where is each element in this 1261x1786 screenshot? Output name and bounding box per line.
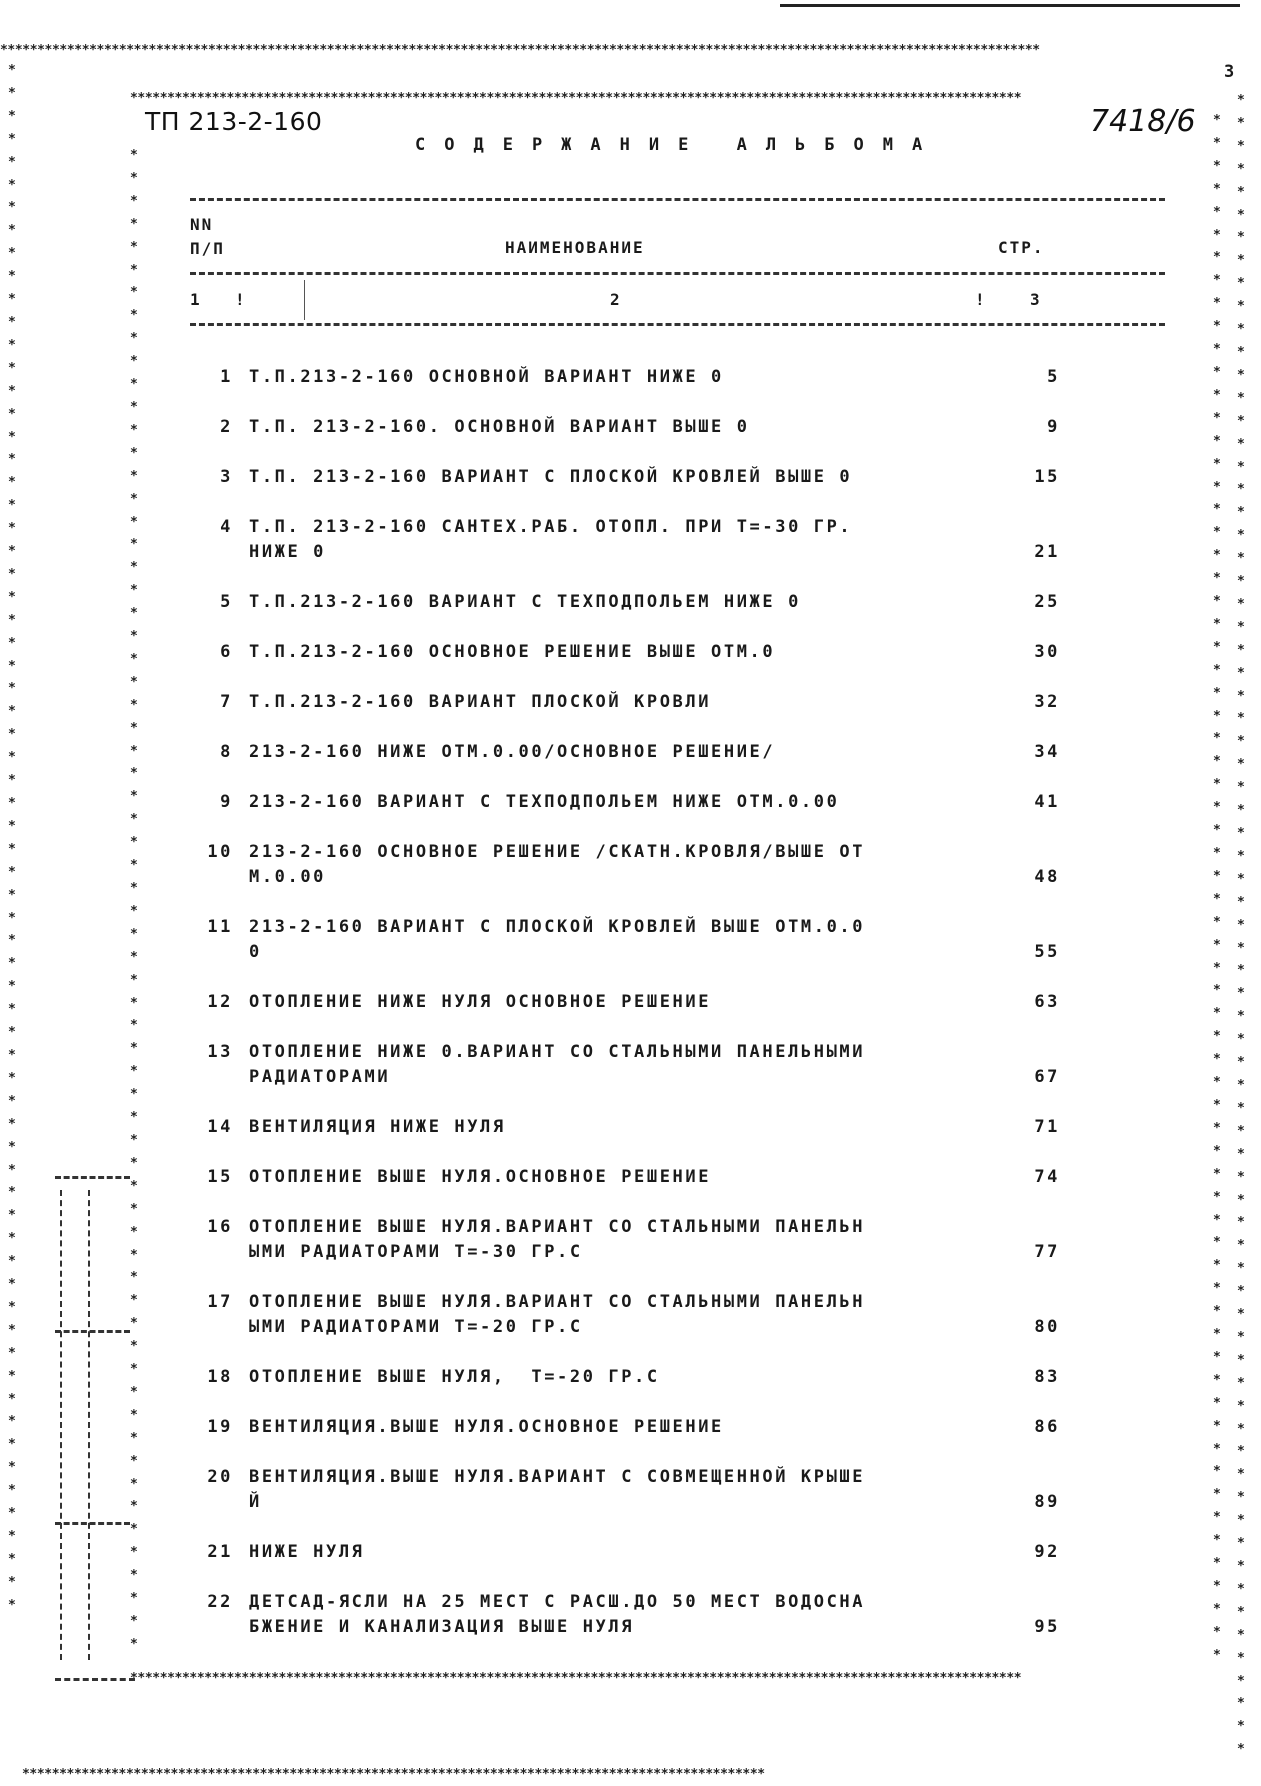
row-title: 213-2-160 ВАРИАНТ С ТЕХПОДПОЛЬЕМ НИЖЕ ОТМ.0.00 bbox=[249, 792, 840, 812]
col-number-3: 3 bbox=[1030, 290, 1042, 309]
row-title: ВЕНТИЛЯЦИЯ НИЖЕ НУЛЯ bbox=[249, 1117, 506, 1137]
col-number-1: 1 bbox=[190, 290, 202, 309]
bracket-mark bbox=[55, 1522, 130, 1525]
row-title: 213-2-160 НИЖЕ ОТМ.0.00/ОСНОВНОЕ РЕШЕНИЕ/ bbox=[249, 742, 776, 762]
outer-left-star-border: * * * * * * * * * * * * * * * * * * * * * * * * * * * * * * * * * * * * * * * * * * * * * * * * * * * * * * * * * * * * * * * * * * * * bbox=[8, 63, 16, 1613]
row-title: ОТОПЛЕНИЕ ВЫШЕ НУЛЯ.ВАРИАНТ СО СТАЛЬНЫМИ ПАНЕЛЬН ЫМИ РАДИАТОРАМИ Т=-30 ГР.С bbox=[249, 1217, 866, 1262]
row-page-number: 86 bbox=[1034, 1417, 1060, 1437]
row-title: ВЕНТИЛЯЦИЯ.ВЫШЕ НУЛЯ.ОСНОВНОЕ РЕШЕНИЕ bbox=[249, 1417, 724, 1437]
row-title: ОТОПЛЕНИЕ НИЖЕ 0.ВАРИАНТ СО СТАЛЬНЫМИ ПАНЕЛЬНЫМИ РАДИАТОРАМИ bbox=[249, 1042, 866, 1087]
sheet-ref-handwritten: 7418/6 bbox=[1090, 104, 1196, 139]
bracket-line-left bbox=[60, 1190, 62, 1660]
row-title: Т.П.213-2-160 ОСНОВНОЕ РЕШЕНИЕ ВЫШЕ ОТМ.0 bbox=[249, 642, 776, 662]
row-page-number: 67 bbox=[1034, 1067, 1060, 1087]
col-number-2: 2 bbox=[610, 290, 622, 309]
row-page-number: 55 bbox=[1034, 942, 1060, 962]
inner-left-star-border: * * * * * * * * * * * * * * * * * * * * * * * * * * * * * * * * * * * * * * * * * * * * * * * * * * * * * * * * * * * * * * * * * * bbox=[130, 148, 138, 1652]
row-number: 18 bbox=[207, 1367, 233, 1387]
row-number: 17 bbox=[207, 1292, 233, 1312]
row-title: Т.П. 213-2-160 ВАРИАНТ С ПЛОСКОЙ КРОВЛЕЙ ВЫШЕ 0 bbox=[249, 467, 853, 487]
bracket-mark bbox=[55, 1176, 130, 1179]
header-rule-middle bbox=[190, 272, 1165, 275]
row-number: 6 bbox=[220, 642, 233, 662]
col-header-number: NN П/П bbox=[190, 215, 225, 258]
row-title: Т.П. 213-2-160 САНТЕХ.РАБ. ОТОПЛ. ПРИ Т=-30 ГР. НИЖЕ 0 bbox=[249, 517, 853, 562]
row-page-number: 25 bbox=[1034, 592, 1060, 612]
page-number: 3 bbox=[1224, 62, 1235, 82]
col-separator: ! bbox=[235, 290, 247, 309]
row-number: 11 bbox=[207, 917, 233, 937]
row-number: 8 bbox=[220, 742, 233, 762]
inner-bottom-star-border: ************************************************************************************************************************ bbox=[130, 1671, 1022, 1686]
row-title: ОТОПЛЕНИЕ ВЫШЕ НУЛЯ.ОСНОВНОЕ РЕШЕНИЕ bbox=[249, 1167, 712, 1187]
row-page-number: 92 bbox=[1034, 1542, 1060, 1562]
row-page-number: 83 bbox=[1034, 1367, 1060, 1387]
col-header-name: НАИМЕНОВАНИЕ bbox=[505, 238, 645, 257]
header-rule-bottom bbox=[190, 323, 1165, 326]
row-page-number: 80 bbox=[1034, 1317, 1060, 1337]
header-rule-top bbox=[190, 198, 1165, 201]
row-page-number: 95 bbox=[1034, 1617, 1060, 1637]
row-page-number: 71 bbox=[1034, 1117, 1060, 1137]
row-title: ВЕНТИЛЯЦИЯ.ВЫШЕ НУЛЯ.ВАРИАНТ С СОВМЕЩЕННОЙ КРЫШЕ Й bbox=[249, 1467, 866, 1512]
row-number: 12 bbox=[207, 992, 233, 1012]
col-separator: ! bbox=[975, 290, 987, 309]
row-title: Т.П.213-2-160 ВАРИАНТ ПЛОСКОЙ КРОВЛИ bbox=[249, 692, 712, 712]
col-header-page: СТР. bbox=[998, 238, 1045, 257]
row-number: 4 bbox=[220, 517, 233, 537]
row-title: ОТОПЛЕНИЕ НИЖЕ НУЛЯ ОСНОВНОЕ РЕШЕНИЕ bbox=[249, 992, 712, 1012]
row-title: 213-2-160 ВАРИАНТ С ПЛОСКОЙ КРОВЛЕЙ ВЫШЕ ОТМ.0.0 0 bbox=[249, 917, 866, 962]
row-page-number: 32 bbox=[1034, 692, 1060, 712]
bracket-line-right bbox=[88, 1190, 90, 1660]
column-divider bbox=[304, 280, 305, 320]
bracket-mark bbox=[55, 1678, 135, 1681]
row-number: 5 bbox=[220, 592, 233, 612]
row-number: 1 bbox=[220, 367, 233, 387]
row-number: 15 bbox=[207, 1167, 233, 1187]
top-edge-line bbox=[780, 4, 1240, 7]
row-title: НИЖЕ НУЛЯ bbox=[249, 1542, 365, 1562]
row-number: 3 bbox=[220, 467, 233, 487]
row-page-number: 21 bbox=[1034, 542, 1060, 562]
row-page-number: 41 bbox=[1034, 792, 1060, 812]
row-page-number: 9 bbox=[1047, 417, 1060, 437]
row-title: ОТОПЛЕНИЕ ВЫШЕ НУЛЯ.ВАРИАНТ СО СТАЛЬНЫМИ ПАНЕЛЬН ЫМИ РАДИАТОРАМИ Т=-20 ГР.С bbox=[249, 1292, 866, 1337]
outer-top-star-border: ******************************************************************************************************************************************** bbox=[0, 43, 1040, 58]
row-title: 213-2-160 ОСНОВНОЕ РЕШЕНИЕ /СКАТН.КРОВЛЯ/ВЫШЕ ОТ М.0.00 bbox=[249, 842, 866, 887]
row-number: 9 bbox=[220, 792, 233, 812]
row-number: 2 bbox=[220, 417, 233, 437]
row-title: ДЕТСАД-ЯСЛИ НА 25 МЕСТ С РАСШ.ДО 50 МЕСТ ВОДОСНА БЖЕНИЕ И КАНАЛИЗАЦИЯ ВЫШЕ НУЛЯ bbox=[249, 1592, 866, 1637]
row-title: Т.П.213-2-160 ОСНОВНОЙ ВАРИАНТ НИЖЕ 0 bbox=[249, 367, 724, 387]
row-number: 21 bbox=[207, 1542, 233, 1562]
row-number: 16 bbox=[207, 1217, 233, 1237]
row-title: Т.П.213-2-160 ВАРИАНТ С ТЕХПОДПОЛЬЕМ НИЖЕ 0 bbox=[249, 592, 801, 612]
row-number: 20 bbox=[207, 1467, 233, 1487]
row-page-number: 63 bbox=[1034, 992, 1060, 1012]
row-number: 10 bbox=[207, 842, 233, 862]
row-page-number: 77 bbox=[1034, 1242, 1060, 1262]
row-page-number: 48 bbox=[1034, 867, 1060, 887]
row-number: 22 bbox=[207, 1592, 233, 1612]
row-page-number: 30 bbox=[1034, 642, 1060, 662]
inner-top-star-border: ************************************************************************************************************************ bbox=[130, 91, 1022, 106]
row-number: 19 bbox=[207, 1417, 233, 1437]
outer-bottom-star-border: **************************************************************************************************** bbox=[22, 1767, 765, 1782]
row-page-number: 74 bbox=[1034, 1167, 1060, 1187]
row-page-number: 34 bbox=[1034, 742, 1060, 762]
doc-code-handwritten: ТП 213-2-160 bbox=[145, 107, 323, 136]
bracket-mark bbox=[55, 1330, 130, 1333]
outer-right-star-border: * * * * * * * * * * * * * * * * * * * * * * * * * * * * * * * * * * * * * * * * * * * * * * * * * * * * * * * * * * * * * * * * * * * * * * * * * bbox=[1237, 93, 1245, 1758]
row-title: ОТОПЛЕНИЕ ВЫШЕ НУЛЯ, Т=-20 ГР.С bbox=[249, 1367, 660, 1387]
row-number: 7 bbox=[220, 692, 233, 712]
row-number: 13 bbox=[207, 1042, 233, 1062]
inner-right-star-border: * * * * * * * * * * * * * * * * * * * * * * * * * * * * * * * * * * * * * * * * * * * * * * * * * * * * * * * * * * * * * * * * * * * * bbox=[1213, 113, 1221, 1663]
row-page-number: 15 bbox=[1034, 467, 1060, 487]
row-page-number: 5 bbox=[1047, 367, 1060, 387]
row-number: 14 bbox=[207, 1117, 233, 1137]
row-page-number: 89 bbox=[1034, 1492, 1060, 1512]
page-title: СОДЕРЖАНИЕ АЛЬБОМА bbox=[415, 135, 942, 155]
row-title: Т.П. 213-2-160. ОСНОВНОЙ ВАРИАНТ ВЫШЕ 0 bbox=[249, 417, 750, 437]
